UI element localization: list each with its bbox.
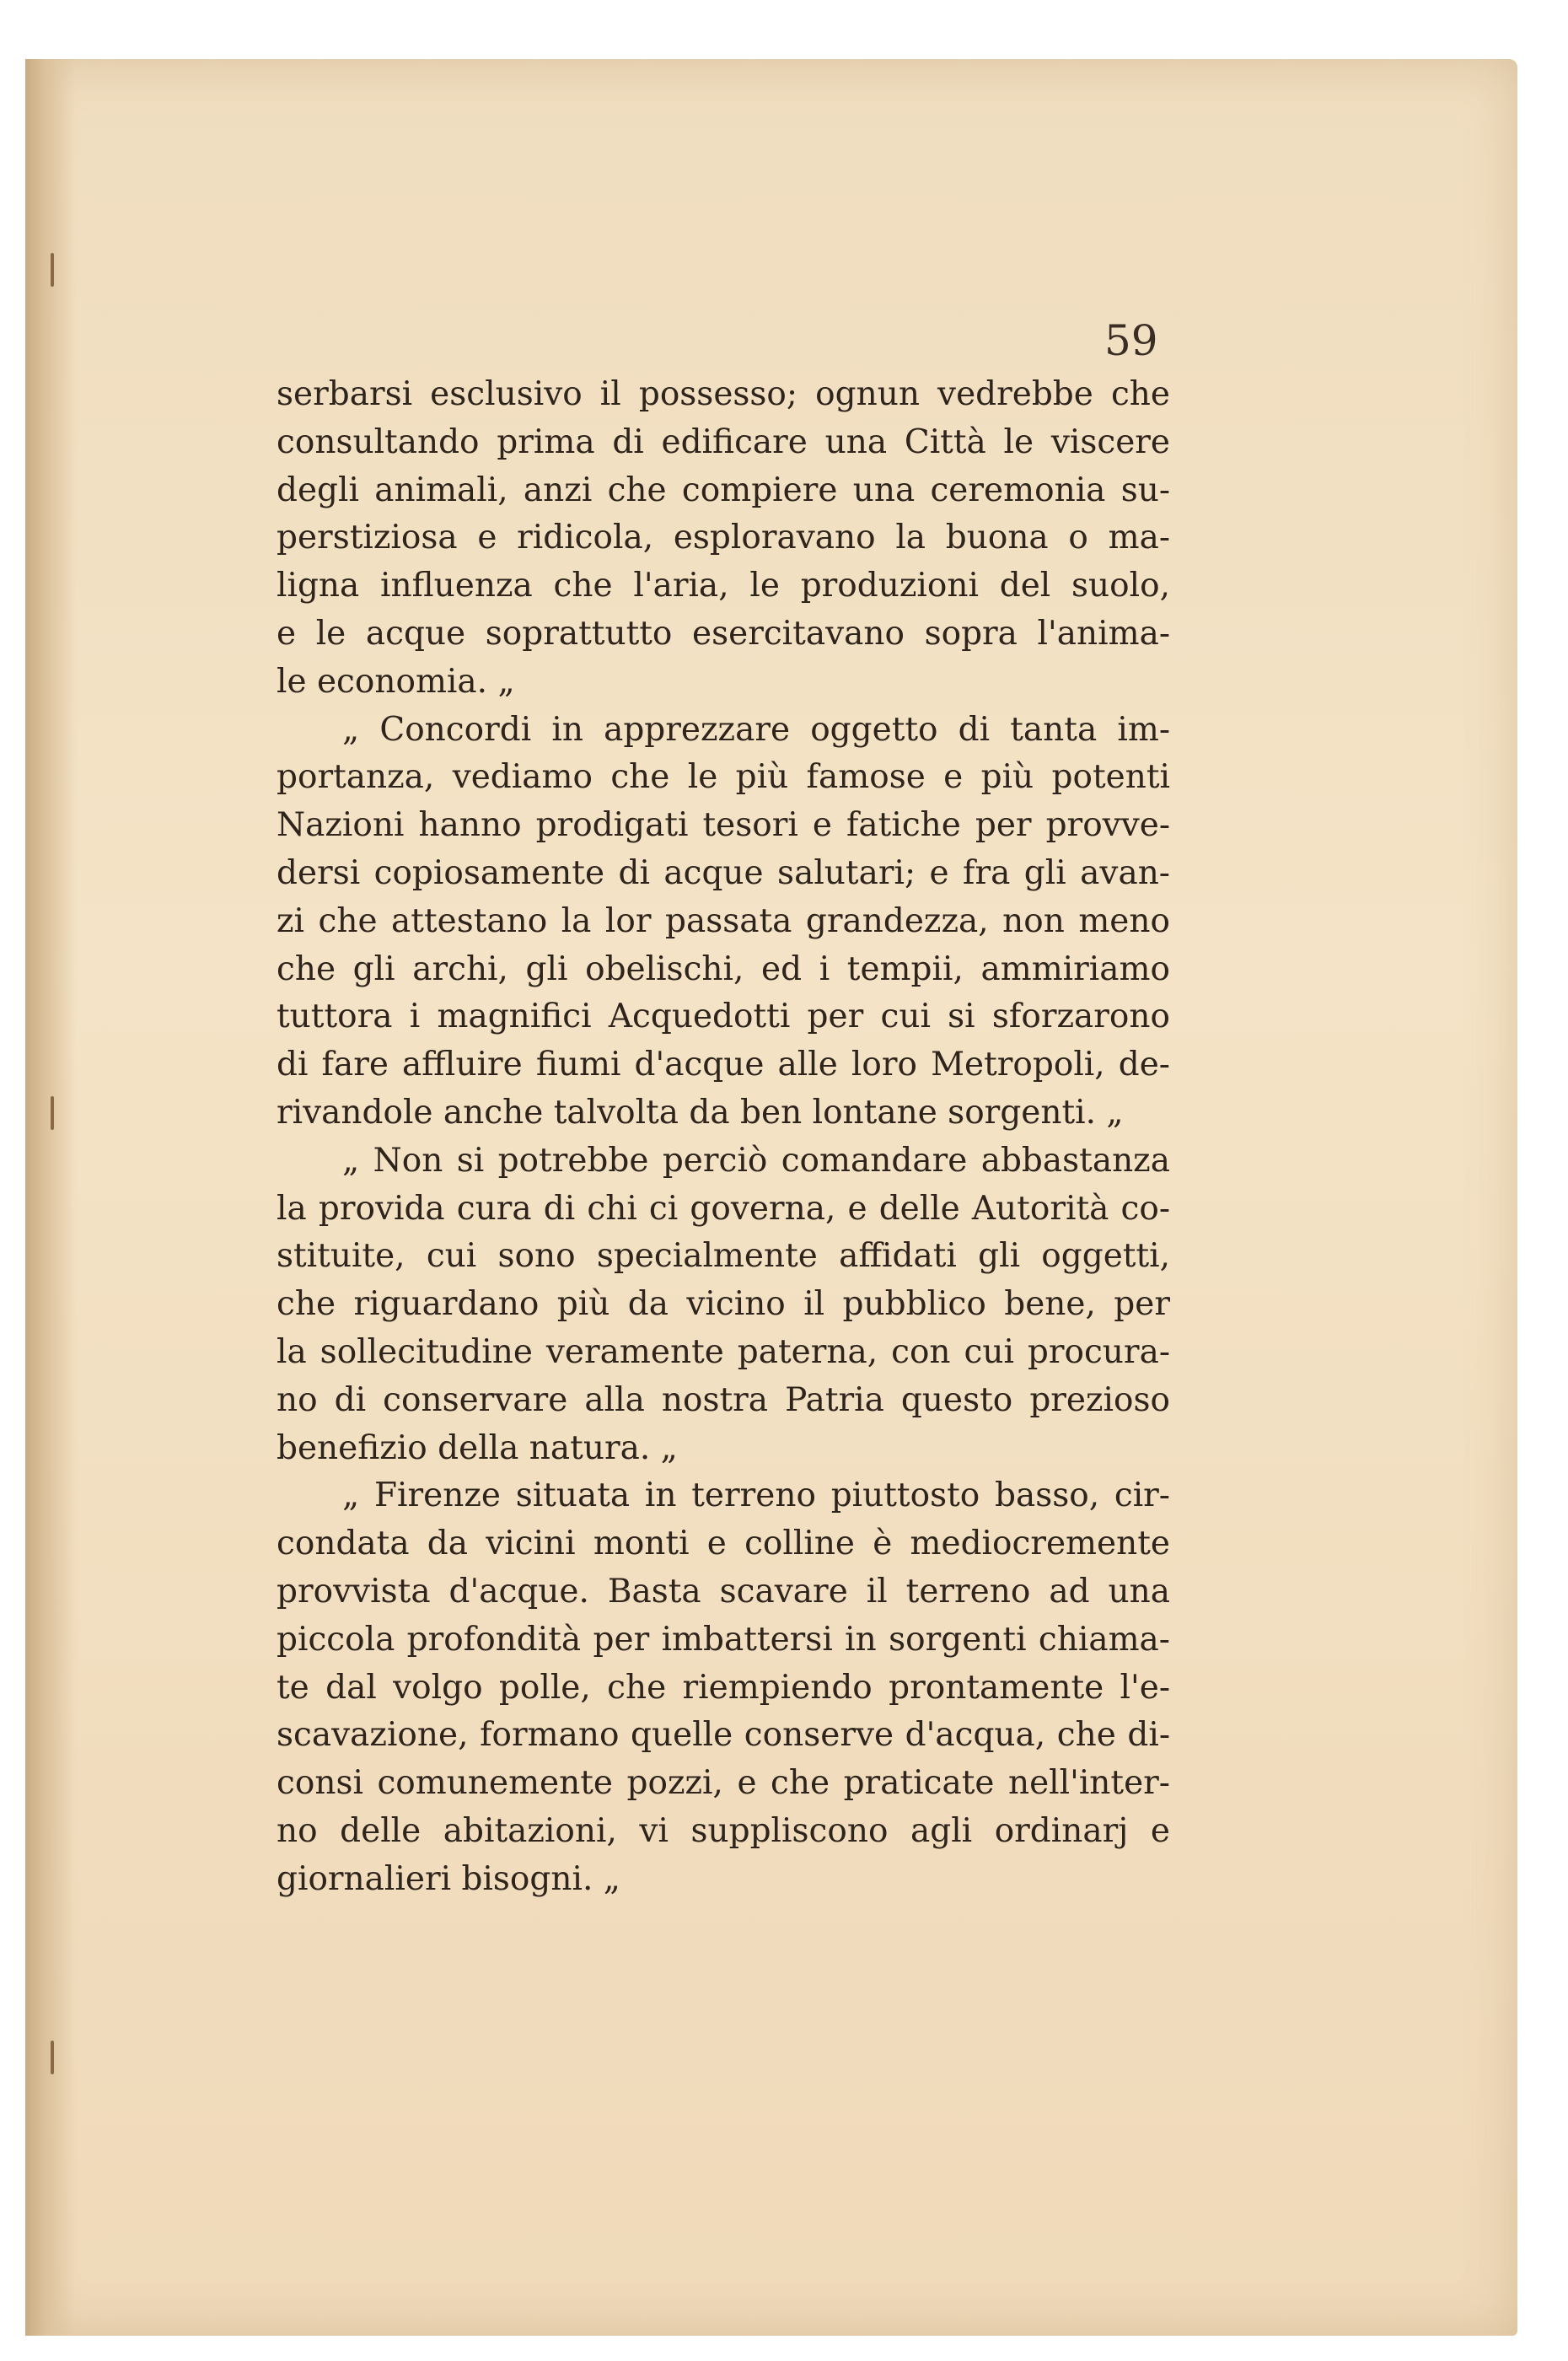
text-line: stituite, cui sono specialmente affidati gli oggetti, (277, 1237, 1170, 1276)
text-line: serbarsi esclusivo il possesso; ognun vedrebbe che (277, 375, 1170, 413)
text-line: la sollecitudine veramente paterna, con cui procura- (277, 1332, 1170, 1371)
binding-mark (51, 253, 54, 287)
text-line: la provida cura di chi ci governa, e delle Autorità co- (277, 1189, 1170, 1228)
text-line: che riguardano più da vicino il pubblico bene, per (277, 1285, 1170, 1324)
text-line: benefizio della natura. „ (277, 1428, 678, 1467)
text-line: di fare affluire fiumi d'acque alle loro Metropoli, de- (277, 1046, 1170, 1084)
text-line: no delle abitazioni, vi suppliscono agli ordinarj e (277, 1811, 1170, 1850)
text-line: degli animali, anzi che compiere una ceremonia su- (277, 471, 1170, 509)
binding-mark (51, 1096, 54, 1130)
text-line: „ Concordi in apprezzare oggetto di tanta im- (342, 710, 1170, 749)
text-line: e le acque soprattutto esercitavano sopra l'anima- (277, 614, 1170, 653)
text-line: consi comunemente pozzi, e che praticate nell'inter- (277, 1764, 1170, 1803)
text-line: provvista d'acque. Basta scavare il terreno ad una (277, 1572, 1170, 1611)
text-line: portanza, vediamo che le più famose e più potenti (277, 758, 1170, 797)
text-line: dersi copiosamente di acque salutari; e fra gli avan- (277, 853, 1170, 892)
page-spine-edge (25, 59, 76, 2336)
text-line: le economia. „ (277, 662, 515, 701)
paragraph-3 (277, 1137, 1170, 1473)
text-line: scavazione, formano quelle conserve d'acqua, che di- (277, 1716, 1170, 1755)
text-line: condata da vicini monti e colline è mediocremente (277, 1525, 1170, 1563)
page-number: 59 (1104, 316, 1158, 365)
paragraph-4 (277, 1472, 1170, 1903)
body-text (277, 371, 1170, 1904)
text-line: ligna influenza che l'aria, le produzioni del suolo, (277, 567, 1170, 605)
text-line: consultando prima di edificare una Città le viscere (277, 422, 1170, 461)
paragraph-1 (277, 371, 1170, 707)
text-line: zi che attestano la lor passata grandezza, non meno (277, 901, 1170, 940)
text-line: „ Firenze situata in terreno piuttosto basso, cir- (342, 1476, 1170, 1515)
text-line: no di conservare alla nostra Patria questo prezioso (277, 1380, 1170, 1419)
paragraph-2 (277, 707, 1170, 1137)
binding-mark (51, 2041, 54, 2074)
text-line: tuttora i magnifici Acquedotti per cui si sforzarono (277, 998, 1170, 1036)
text-line: giornalieri bisogni. „ (277, 1859, 620, 1898)
text-line: perstiziosa e ridicola, esploravano la buona o ma- (277, 519, 1170, 557)
text-line: te dal volgo polle, che riempiendo prontamente l'e- (277, 1668, 1170, 1707)
text-line: rivandole anche talvolta da ben lontane sorgenti. „ (277, 1093, 1124, 1132)
text-line: „ Non si potrebbe perciò comandare abbastanza (342, 1141, 1170, 1180)
text-line: che gli archi, gli obelischi, ed i tempii, ammiriamo (277, 949, 1170, 988)
text-line: piccola profondità per imbattersi in sorgenti chiama- (277, 1620, 1170, 1659)
text-line: Nazioni hanno prodigati tesori e fatiche per provve- (277, 806, 1170, 845)
